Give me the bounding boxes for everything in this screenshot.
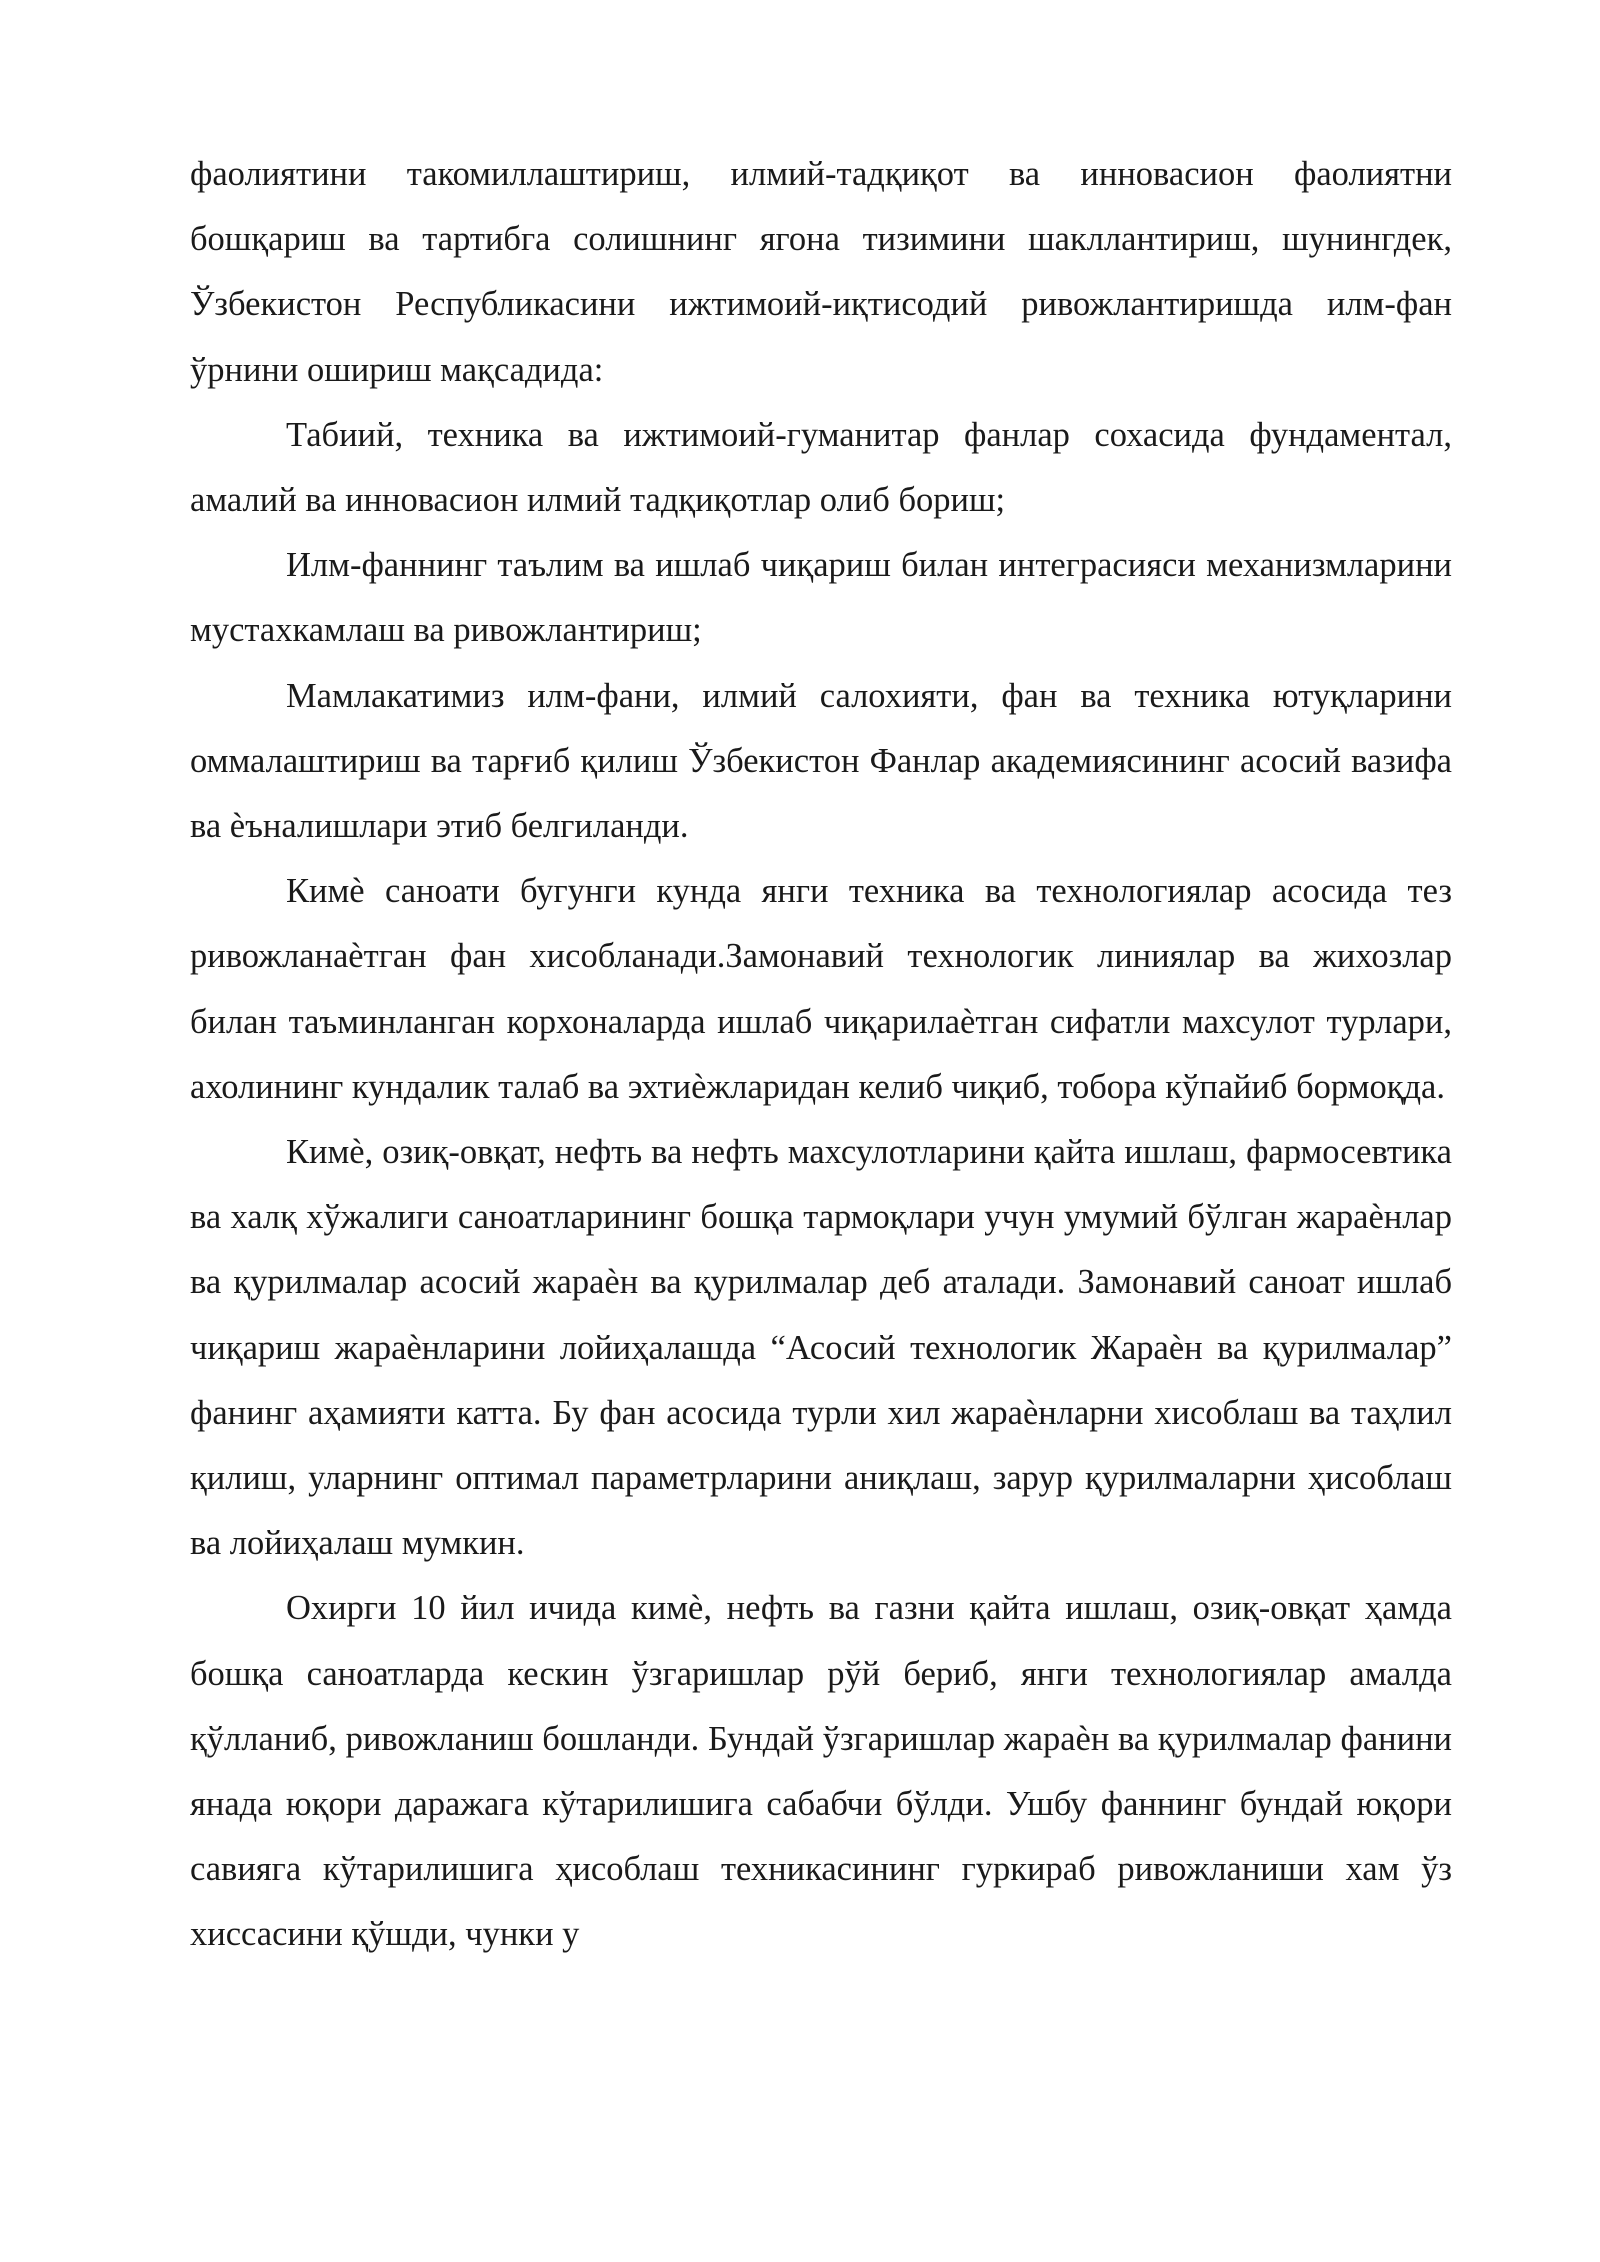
paragraph-integration: Илм-фаннинг таълим ва ишлаб чиқариш билан интеграсияси механизмларини мустахкамлаш ва ривожлантириш; xyxy=(190,546,1452,650)
paragraph-continuation: фаолиятини такомиллаштириш, илмий-тадқиқот ва инновасион фаолиятни бошқариш ва тартибга солишнинг ягона тизимини шакллантириш, шунингдек, Ўзбекистон Республикасини ижтимоий-иқтисодий ривожлантиришда илм-фан ўрнини ошириш мақсадида: xyxy=(190,155,1452,389)
paragraph-basic-processes: Кимѐ, озиқ-овқат, нефть ва нефть махсулотларини қайта ишлаш, фармосевтика ва халқ хўжалиги саноатларининг бошқа тармоқлари учун умумий бўлган жараѐнлар ва қурилмалар асосий жараѐн ва қурилмалар деб аталади. Замонавий саноат ишлаб чиқариш жараѐнларини лойиҳалашда “Асосий технологик Жараѐн ва қурилмалар” фанинг аҳамияти катта. Бу фан асосида турли хил жараѐнларни хисоблаш ва таҳлил қилиш, уларнинг оптимал параметрларини аниқлаш, зарур қурилмаларни ҳисоблаш ва лойиҳалаш мумкин. xyxy=(190,1133,1452,1563)
document-body xyxy=(190,142,1452,1968)
paragraph-fundamental-research: Табиий, техника ва ижтимоий-гуманитар фанлар сохасида фундаментал, амалий ва инновасион илмий тадқиқотлар олиб бориш; xyxy=(190,415,1452,520)
paragraph-last-decade: Охирги 10 йил ичида кимѐ, нефть ва газни қайта ишлаш, озиқ-овқат ҳамда бошқа саноатларда кескин ўзгаришлар рўй бериб, янги технологиялар амалда қўлланиб, ривожланиш бошланди. Бундай ўзгаришлар жараѐн ва қурилмалар фанини янада юқори даражага кўтарилишига сабабчи бўлди. Ушбу фаннинг бундай юқори савияга кўтарилишига ҳисоблаш техникасининг гуркираб ривожланиши хам ўз хиссасини қўшди, чунки у xyxy=(190,1589,1452,1954)
paragraph-academy-tasks: Мамлакатимиз илм-фани, илмий салохияти, фан ва техника ютуқларини оммалаштириш ва тарғиб қилиш Ўзбекистон Фанлар академиясининг асосий вазифа ва ѐъналишлари этиб белгиланди. xyxy=(190,676,1452,846)
paragraph-chemical-industry: Кимѐ саноати бугунги кунда янги техника ва технологиялар асосида тез ривожланаѐтган фан хисобланади.Замонавий технологик линиялар ва жихозлар билан таъминланган корхоналарда ишлаб чиқарилаѐтган сифатли махсулот турлари, ахолининг кундалик талаб ва эхтиѐжларидан келиб чиқиб, тобора кўпайиб бормоқда. xyxy=(190,872,1452,1106)
